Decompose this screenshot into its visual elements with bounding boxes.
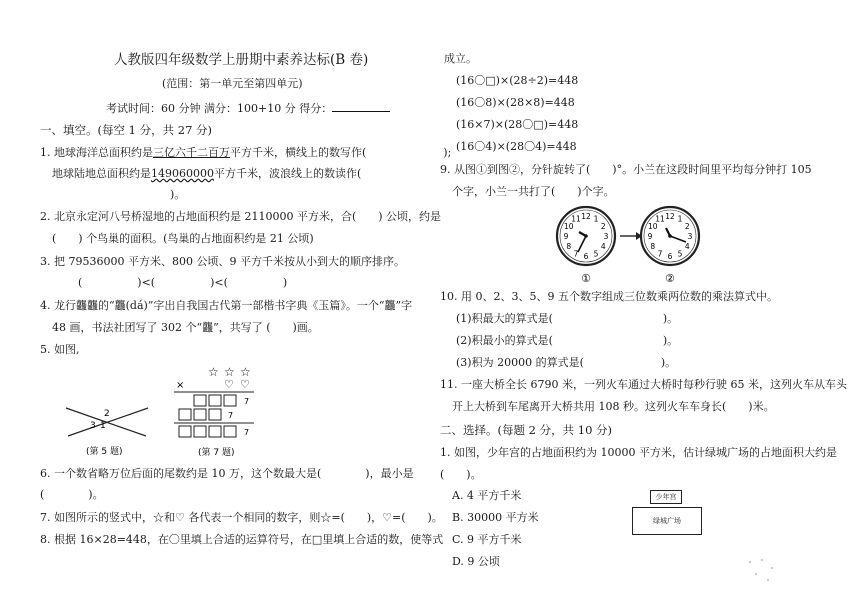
fig5-diagram bbox=[60, 398, 154, 458]
q11-line1: 11. 一座大桥全长 6790 米，一列火车通过大桥时每秒行驶 65 米，这列火车从车头 bbox=[440, 378, 847, 391]
page-title: 人教版四年级数学上册期中素养达标(B 卷) bbox=[114, 52, 369, 68]
clock-numeral: 6 bbox=[583, 252, 589, 261]
clock-numeral: 5 bbox=[677, 249, 683, 259]
fig5-label-1: 1 bbox=[100, 421, 106, 431]
youth-palace-box: 少年宫 bbox=[650, 490, 682, 504]
clock-numeral: 11 bbox=[571, 214, 581, 224]
fig7-seven-c: 7 bbox=[244, 428, 250, 437]
clock-numeral: 3 bbox=[687, 232, 693, 241]
q3-line2: ( )<( )<( ) bbox=[78, 276, 288, 289]
clock-numeral: 3 bbox=[603, 232, 609, 241]
fig5-label-2: 2 bbox=[104, 409, 110, 419]
q1-b-num: 149060000 bbox=[151, 167, 214, 180]
fig7-times: × bbox=[176, 380, 185, 391]
section2-heading: 二、选择。(每题 2 分，共 10 分) bbox=[440, 423, 613, 437]
q3-line1: 3. 把 79536000 平方米、800 公顷、9 平方千米按从小到大的顺序排序。 bbox=[40, 255, 405, 268]
exam-info-text: 考试时间：60 分钟 满分：100+10 分 得分： bbox=[106, 102, 333, 115]
q10-a: (1)积最大的算式是( )。 bbox=[456, 312, 679, 325]
clock-numeral: 7 bbox=[657, 249, 663, 259]
q2-line1: 2. 北京永定河八号桥湿地的占地面积约是 2110000 平方米，合( ) 公顷，约是 bbox=[40, 210, 442, 223]
q9-line2: 个字，小兰一共打了( )个字。 bbox=[452, 185, 615, 198]
fig7-seven-b: 7 bbox=[228, 411, 234, 420]
q1-a-pre: 1. 地球海洋总面积约是 bbox=[40, 146, 153, 159]
scope-line: (范围：第一单元至第四单元) bbox=[162, 77, 303, 90]
q8-eq3: (16×7)×(28〇□)=448 bbox=[456, 118, 579, 131]
q10-c: (3)积为 20000 的算式是( )。 bbox=[456, 356, 677, 369]
clock-numeral: 1 bbox=[593, 214, 599, 224]
clock-numeral: 8 bbox=[650, 242, 656, 251]
q6-line2: ( )。 bbox=[40, 488, 104, 501]
q1-a-num: 三亿六千二百万 bbox=[153, 146, 230, 159]
q9-line1: 9. 从图①到图②，分针旋转了( )°。小兰在这段时间里平均每分钟打 105 bbox=[440, 163, 812, 176]
clock-numeral: 10 bbox=[563, 222, 574, 231]
q4-line1: 4. 龙行龘龘的“龘(dá)”字出自我国古代第一部楷书字典《玉篇》。一个“龘”字 bbox=[40, 299, 413, 312]
clock-1-center bbox=[584, 234, 588, 238]
star-icon: ☆ bbox=[224, 365, 235, 379]
fig5-caption: (第 5 题) bbox=[86, 447, 123, 457]
fig7-seven-a: 7 bbox=[244, 397, 250, 406]
green-square-box: 绿城广场 bbox=[632, 507, 702, 535]
fig7-box bbox=[194, 426, 206, 437]
clock-numeral: 4 bbox=[684, 242, 690, 251]
fig7-diagram bbox=[168, 364, 264, 460]
option-d[interactable]: D. 9 公顷 bbox=[452, 555, 500, 568]
clock-1 bbox=[557, 207, 615, 265]
clock-numeral: 9 bbox=[563, 232, 569, 241]
fig7-box bbox=[179, 426, 191, 437]
clock-numeral: 4 bbox=[600, 242, 606, 251]
q7-line1: 7. 如图所示的竖式中，☆和♡ 各代表一个相同的数字，则☆=( )，♡=( )。 bbox=[40, 511, 443, 524]
clock-numeral: 11 bbox=[655, 214, 665, 224]
fig7-box bbox=[194, 395, 206, 406]
fig7-caption: (第 7 题) bbox=[198, 448, 235, 458]
star-icon: ☆ bbox=[240, 365, 251, 379]
q1-line3: )。 bbox=[170, 188, 186, 201]
clock-2-label: ② bbox=[665, 272, 675, 285]
section1-heading: 一、填空。(每空 1 分，共 27 分) bbox=[40, 123, 213, 137]
clock-2-center bbox=[668, 234, 672, 238]
clock-numeral: 5 bbox=[593, 249, 599, 259]
exam-info bbox=[106, 101, 390, 116]
clocks-figure bbox=[552, 204, 712, 286]
fig7-box bbox=[194, 409, 206, 420]
q10-b: (2)积最小的算式是( )。 bbox=[456, 334, 679, 347]
q8-continued: 成立。 bbox=[444, 52, 477, 65]
q8-line1: 8. 根据 16×28=448，在〇里填上合适的运算符号，在□里填上合适的数，使等式 bbox=[40, 533, 444, 546]
clock-numeral: 12 bbox=[581, 212, 591, 221]
fig7-box bbox=[209, 409, 221, 420]
q8-eq2: (16〇8)×(28×8)=448 bbox=[456, 96, 575, 109]
s2q1-line2: ( )。 bbox=[440, 468, 482, 481]
clock-numeral: 6 bbox=[667, 252, 673, 261]
clock-numeral: 2 bbox=[600, 222, 606, 231]
option-c[interactable]: C. 9 平方千米 bbox=[452, 533, 522, 546]
heart-icon: ♡ bbox=[240, 378, 250, 391]
clock-1-label: ① bbox=[581, 272, 591, 285]
clock-numeral: 8 bbox=[566, 242, 572, 251]
fig7-box bbox=[179, 409, 191, 420]
clock-2 bbox=[641, 207, 699, 265]
option-a[interactable]: A. 4 平方千米 bbox=[452, 489, 522, 502]
q1-b-pre: 地球陆地总面积约是 bbox=[52, 167, 151, 180]
q8-eq4: (16〇4)×(28〇4)=448 bbox=[456, 140, 577, 153]
fig7-box bbox=[209, 395, 221, 406]
clock-numeral: 2 bbox=[684, 222, 690, 231]
q1-line2 bbox=[52, 167, 361, 181]
fig7-box bbox=[224, 426, 236, 437]
q8-eq1: (16〇□)×(28÷2)=448 bbox=[456, 74, 579, 87]
q5-line1: 5. 如图, bbox=[40, 343, 80, 356]
clock-numeral: 9 bbox=[647, 232, 653, 241]
s2q1-line1: 1. 如图，少年宫的占地面积约为 10000 平方米，估计绿城广场的占地面积大约是 bbox=[440, 446, 837, 459]
option-b[interactable]: B. 30000 平方米 bbox=[452, 511, 539, 524]
q10-line1: 10. 用 0、2、3、5、9 五个数字组成三位数乘两位数的乘法算式中。 bbox=[440, 290, 778, 303]
q2-line2: ( ) 个鸟巢的面积。(鸟巢的占地面积约是 21 公顷) bbox=[52, 232, 314, 245]
clock-numeral: 7 bbox=[573, 249, 579, 259]
q1-a-post: 平方千米，横线上的数写作( ); bbox=[230, 146, 452, 159]
heart-icon: ♡ bbox=[224, 378, 234, 391]
q1-line1 bbox=[40, 146, 451, 160]
clock-numeral: 1 bbox=[677, 214, 683, 224]
fig7-box bbox=[209, 426, 221, 437]
corner-marks bbox=[742, 556, 782, 586]
score-blank[interactable] bbox=[332, 101, 390, 112]
q11-line2: 开上大桥到车尾离开大桥共用 108 秒。这列火车车身长( )米。 bbox=[452, 400, 775, 413]
star-icon: ☆ bbox=[208, 365, 219, 379]
q6-line1: 6. 一个数省略万位后面的尾数约是 10 万，这个数最大是( )，最小是 bbox=[40, 467, 414, 480]
clock-numeral: 10 bbox=[647, 222, 658, 231]
fig5-label-3: 3 bbox=[90, 421, 96, 431]
clock-numeral: 12 bbox=[665, 212, 675, 221]
fig7-box bbox=[224, 395, 236, 406]
q1-b-post: 平方千米，波浪线上的数读作( bbox=[214, 167, 362, 180]
q4-line2: 48 画，书法社团写了 302 个“龘”，共写了 ( )画。 bbox=[52, 321, 319, 334]
